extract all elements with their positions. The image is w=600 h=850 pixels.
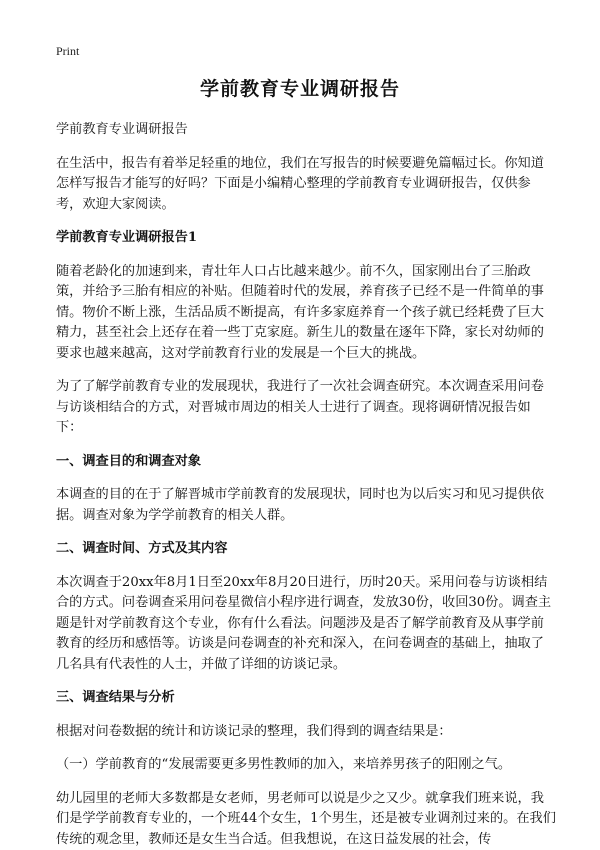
section-1-heading: 一、调查目的和调查对象 [56,452,556,473]
intro-paragraph: 在生活中，报告有着举足轻重的地位，我们在写报告的时候要避免篇幅过长。你知道怎样写报告才能写的好吗？下面是小编精心整理的学前教育专业调研报告，仅供参考，欢迎大家阅读。 [56,154,556,216]
section-2-body: 本次调查于20xx年8月1日至20xx年8月20日进行，历时20天。采用问卷与访谈相结合的方式。问卷调查采用问卷星微信小程序进行调查，发放30份，收回30份。调查主题是针对学前教育这个专业，你有什么看法。问题涉及是否了解学前教育及从事学前教育的经历和感悟等。访谈是问卷调查的补充和深入，在问卷调查的基础上，抽取了几名具有代表性的人士，并做了详细的访谈记录。 [56,573,556,676]
section-2-heading: 二、调查时间、方式及其内容 [56,539,556,560]
section-3-item-1: （一）学前教育的“发展需要更多男性教师的加入，来培养男孩子的阳刚之气。 [56,755,556,776]
section-3-heading: 三、调查结果与分析 [56,688,556,709]
article-body [56,120,556,850]
report-heading: 学前教育专业调研报告1 [56,228,556,249]
paragraph-survey-purpose: 为了了解学前教育专业的发展现状，我进行了一次社会调查研究。本次调查采用问卷与访谈相结合的方式，对晋城市周边的相关人士进行了调查。现将调研情况报告如下： [56,377,556,439]
section-3-intro: 根据对问卷数据的统计和访谈记录的整理，我们得到的调查结果是： [56,722,556,743]
article-subtitle: 学前教育专业调研报告 [56,120,556,141]
page-title: 学前教育专业调研报告 [0,74,600,101]
section-3-body: 幼儿园里的老师大多数都是女老师，男老师可以说是少之又少。就拿我们班来说，我们是学学前教育专业的，一个班44个女生，1个男生，还是被专业调剂过来的。在我们传统的观念里，教师还是女生当合适。但我想说，在这日益发展的社会，传 [56,789,556,850]
paragraph-aging: 随着老龄化的加速到来，青壮年人口占比越来越少。前不久，国家刚出台了三胎政策，并给予三胎有相应的补贴。但随着时代的发展，养育孩子已经不是一件简单的事情。物价不断上涨，生活品质不断提高，有许多家庭养育一个孩子就已经耗费了巨大精力，甚至社会上还存在着一些丁克家庭。新生儿的数量在逐年下降，家长对幼师的要求也越来越高，这对学前教育行业的发展是一个巨大的挑战。 [56,262,556,365]
print-link[interactable]: Print [56,44,79,59]
section-1-body: 本调查的目的在于了解晋城市学前教育的发展现状，同时也为以后实习和见习提供依据。调查对象为学学前教育的相关人群。 [56,485,556,526]
